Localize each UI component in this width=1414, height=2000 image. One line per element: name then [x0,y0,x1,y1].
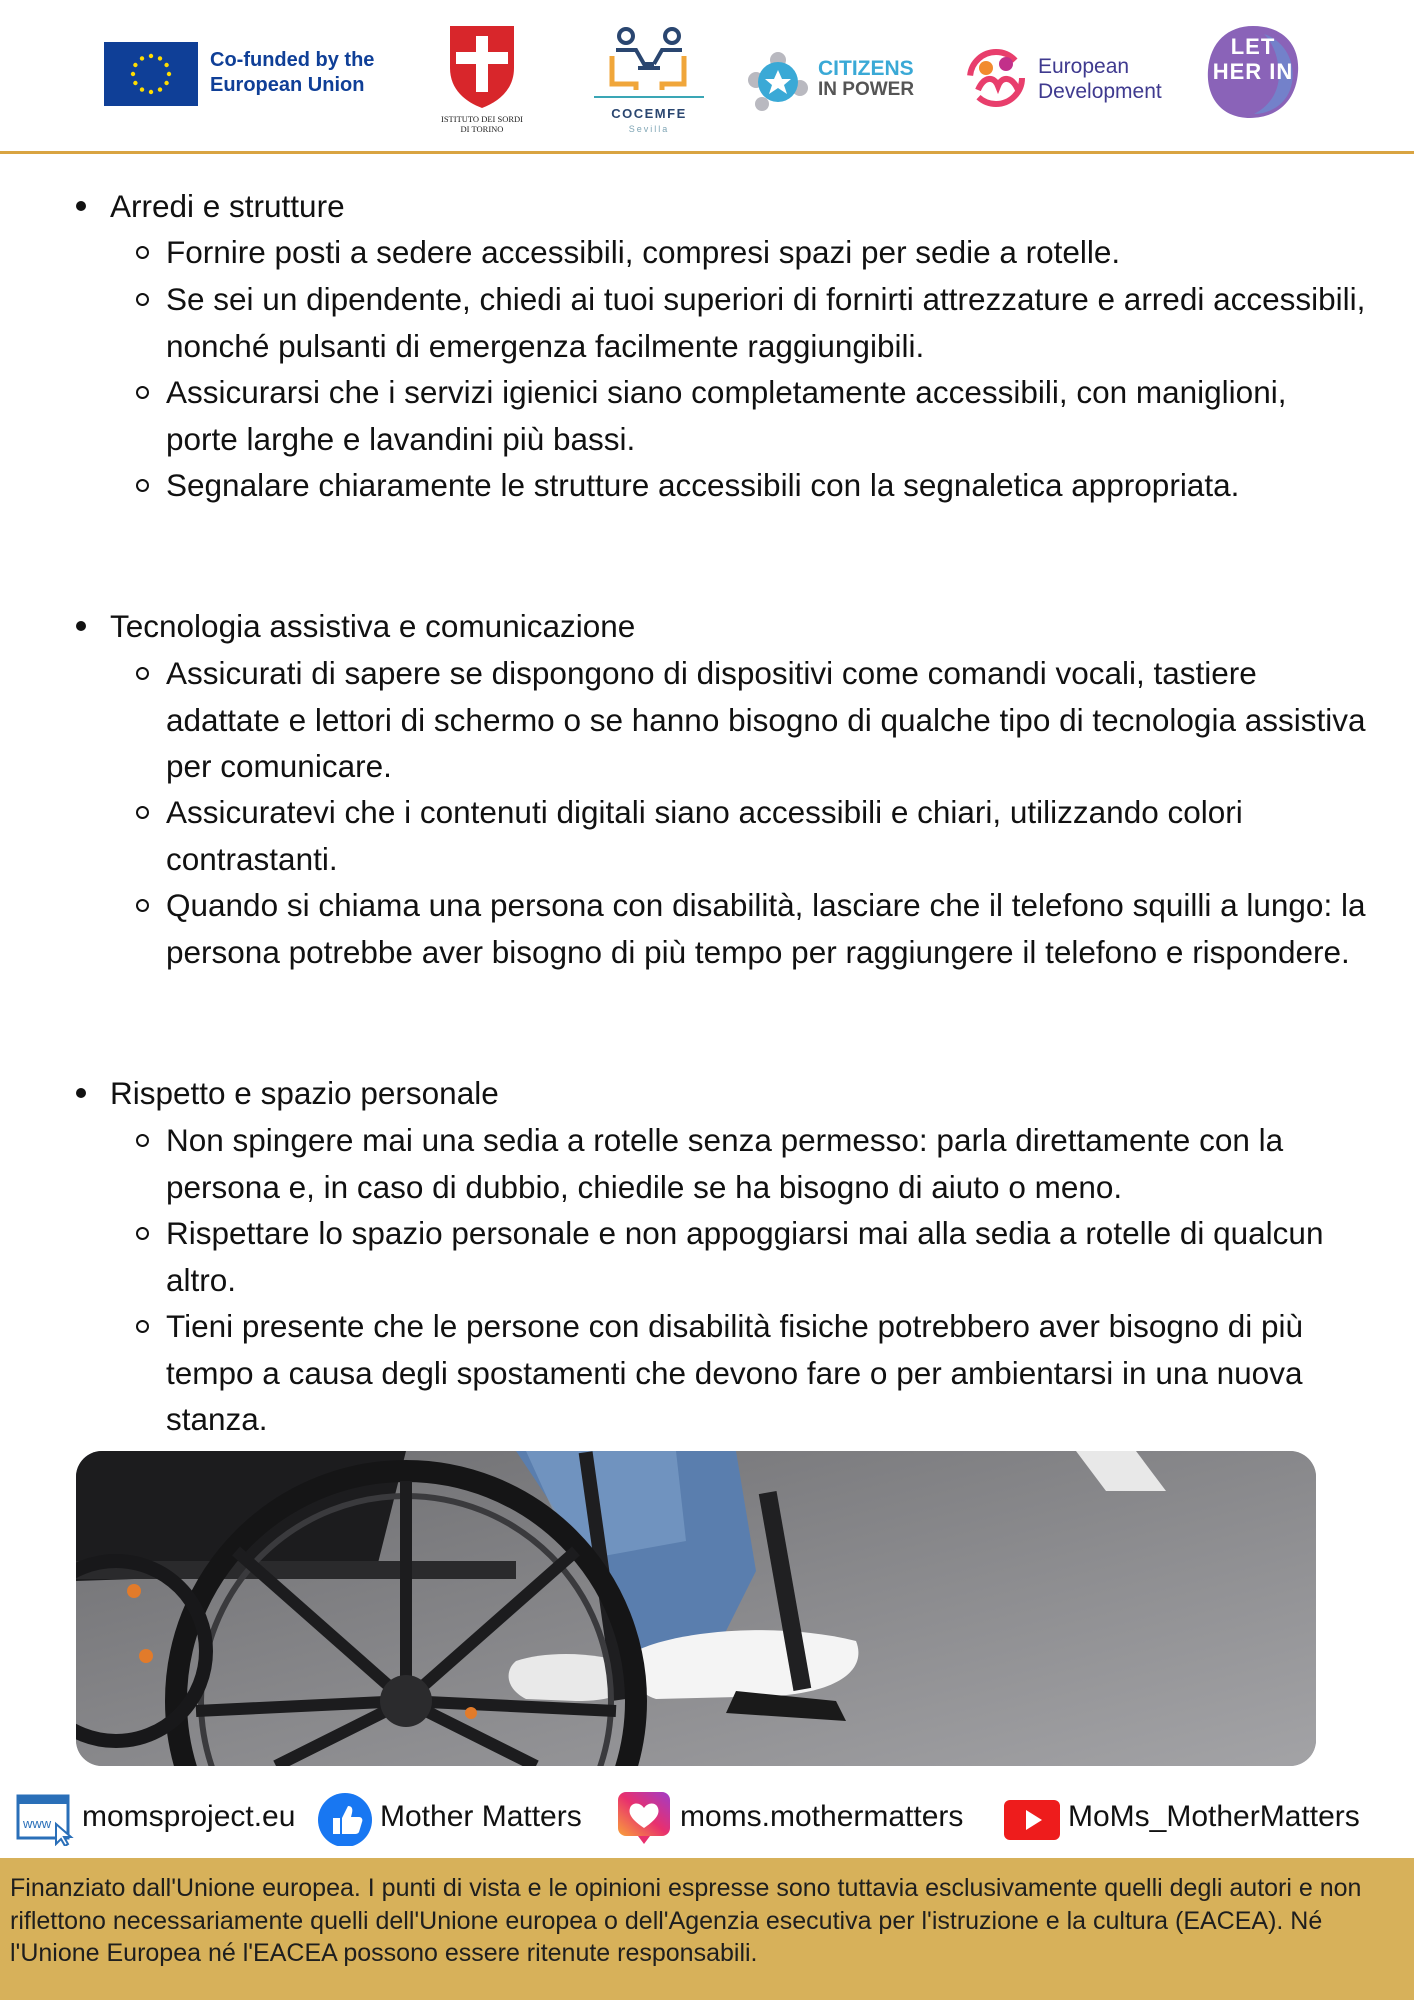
youtube-link[interactable] [1002,1790,1402,1846]
sub-bullet [136,1227,149,1240]
instagram-link[interactable] [616,1790,986,1846]
website-link[interactable] [16,1790,306,1846]
citizens-text-line1: CITIZENS [818,57,914,80]
cocemfe-sub: Sevilla [628,124,670,134]
list-item: Rispettare lo spazio personale e non appoggiarsi mai alla sedia a rotelle di qualcun altro. [166,1215,1324,1298]
sub-bullet [136,1320,149,1333]
youtube-text: MoMs_MotherMatters [1068,1800,1360,1833]
european-development-icon [964,46,1030,110]
let-her-in-logo [1204,24,1302,120]
sub-bullet [136,899,149,912]
instagram-text: moms.mothermatters [680,1800,964,1833]
social-links-bar [0,1790,1414,1846]
cocemfe-rule [594,96,704,98]
facebook-text: Mother Matters [380,1800,582,1833]
facebook-thumb-icon [316,1790,374,1846]
section-bullet [76,1088,86,1098]
website-icon [16,1790,76,1846]
let-her-in-text: LET HER IN [1212,34,1294,84]
youtube-icon [1002,1790,1062,1846]
www-label: www [23,1816,52,1831]
sub-bullet [136,293,149,306]
sub-bullet [136,667,149,680]
citizens-text-line2: IN POWER [818,79,915,100]
eu-cofunded-text: Co-funded by the European Union [210,49,375,96]
cocemfe-logo [592,26,706,138]
list-item: Assicuratevi che i contenuti digitali siano accessibili e chiari, utilizzando colori contrastanti. [166,794,1243,877]
list-item: Quando si chiama una persona con disabilità, lasciare che il telefono squilli a lungo: la persona potrebbe aver bisogno di più tempo per raggiungere il telefono e rispondere. [166,887,1366,970]
section-title: Arredi e strutture [110,188,345,224]
sub-bullet [136,806,149,819]
list-item: Assicurati di sapere se dispongono di dispositivi come comandi vocali, tastiere adattate e lettori di schermo o se hanno bisogno di qualche tipo di tecnologia assistiva per comunicare. [166,655,1366,784]
website-text: momsproject.eu [82,1800,296,1833]
section-bullet [76,201,86,211]
torino-shield-icon [436,22,528,112]
instagram-heart-icon [616,1790,674,1846]
sub-bullet [136,386,149,399]
torino-logo-text: ISTITUTO DEI SORDI DI TORINO [440,114,523,134]
sub-bullet [136,246,149,259]
european-development-text: European Development [1038,55,1162,103]
eu-flag-icon [104,42,198,106]
european-development-logo [964,46,1184,110]
sub-bullet [136,479,149,492]
wheelchair-photo [76,1451,1316,1766]
eu-cofunded-logo [104,42,424,106]
facebook-link[interactable] [316,1790,606,1846]
header-logos [0,0,1414,154]
wheelchair-image [76,1451,1316,1766]
list-item: Assicurarsi che i servizi igienici siano completamente accessibili, con maniglioni, porte larghe e lavandini più bassi. [166,374,1287,457]
cocemfe-name: COCEMFE [611,106,687,121]
disclaimer-text: Finanziato dall'Unione europea. I punti di vista e le opinioni espresse sono tuttavia esclusivamente quelli degli autori e non riflettono necessariamente quelli dell'Unione europea o dell'Agenzia esecutiva per l'istruzione e la cultura (EACEA). Né l'Unione Europea né l'EACEA possono essere ritenute responsabili. [10,1874,1362,1967]
cocemfe-people-icon [592,26,706,96]
istituto-sordi-torino-logo [436,22,528,136]
list-item: Non spingere mai una sedia a rotelle senza permesso: parla direttamente con la persona e, in caso di dubbio, chiedile se ha bisogno di aiuto o meno. [166,1122,1284,1205]
list-item: Fornire posti a sedere accessibili, compresi spazi per sedie a rotelle. [166,234,1121,270]
citizens-in-power-logo [742,46,922,116]
funding-disclaimer-footer [0,1858,1414,2000]
list-item: Se sei un dipendente, chiedi ai tuoi superiori di fornirti attrezzature e arredi accessibili, nonché pulsanti di emergenza facilmente raggiungibili. [166,281,1366,364]
section-bullet [76,621,86,631]
section-title: Rispetto e spazio personale [110,1075,499,1111]
sub-bullet [136,1134,149,1147]
section-title: Tecnologia assistiva e comunicazione [110,608,636,644]
list-item: Tieni presente che le persone con disabilità fisiche potrebbero aver bisogno di più tempo a causa degli spostamenti che devono fare o per ambientarsi in una nuova stanza. [166,1308,1304,1437]
list-item: Segnalare chiaramente le strutture accessibili con la segnaletica appropriata. [166,467,1240,503]
citizens-flower-icon [742,46,814,116]
